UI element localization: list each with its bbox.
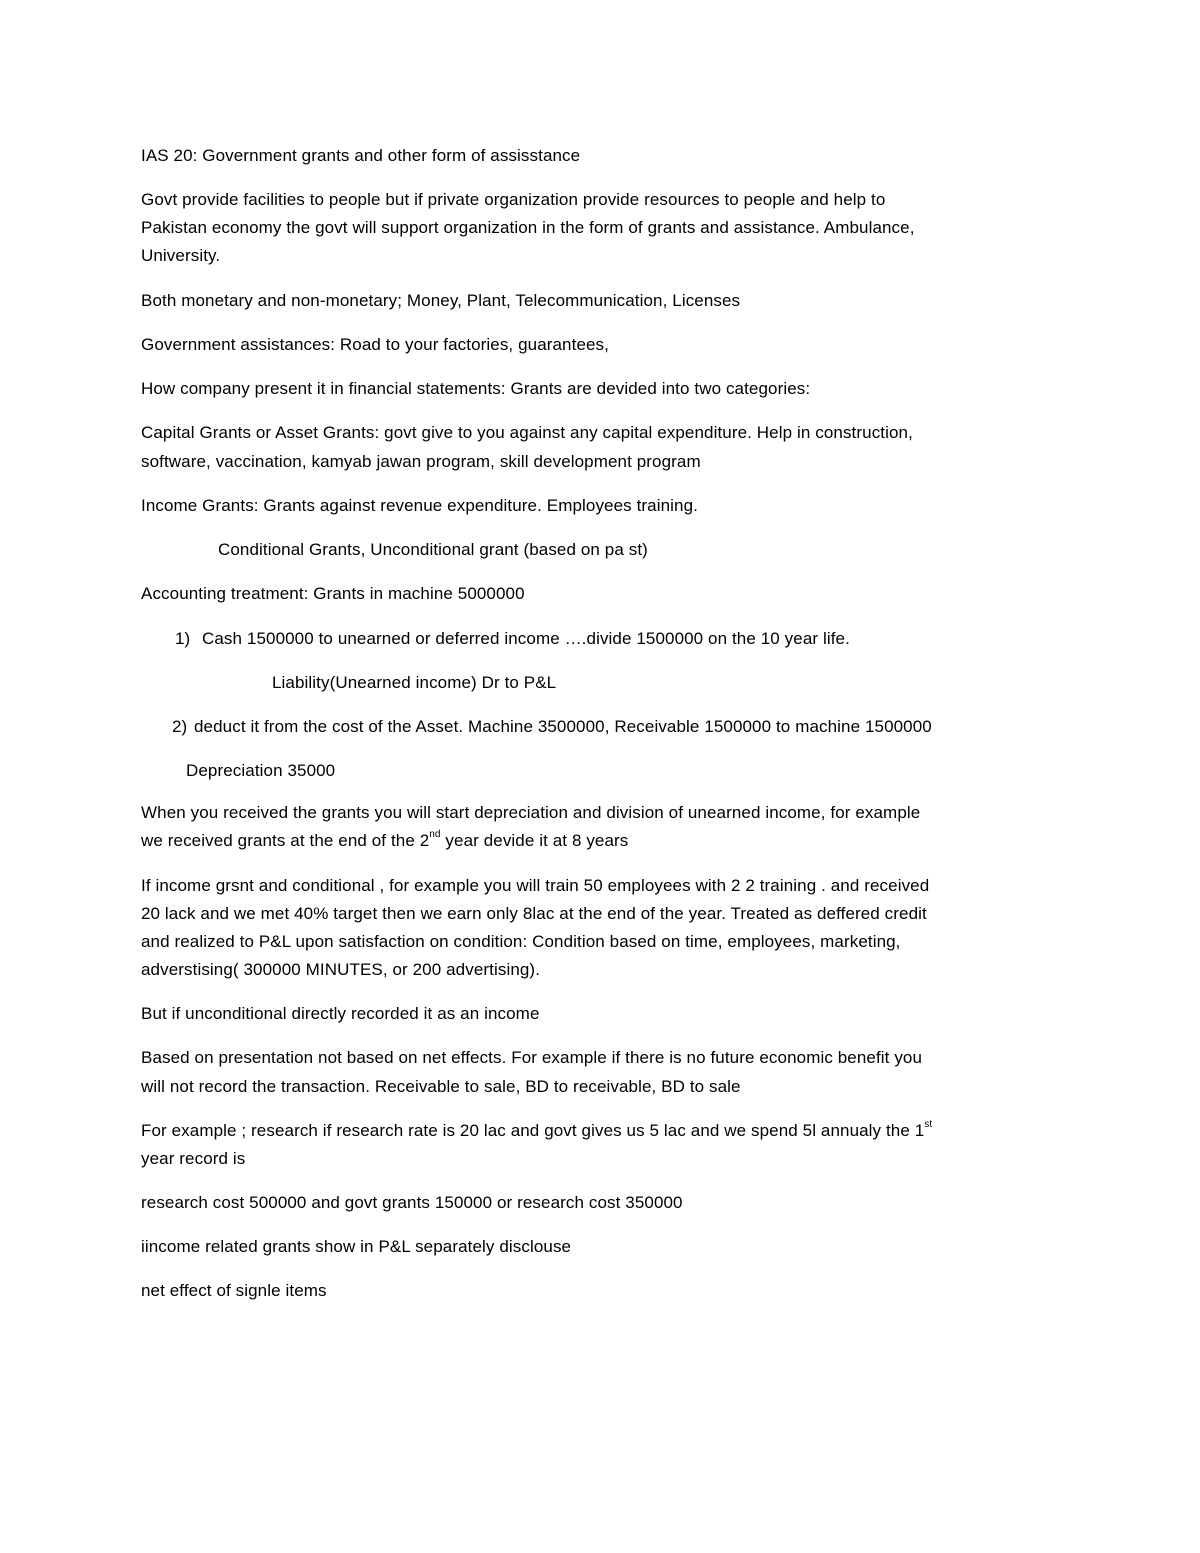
list-item-2-text: deduct it from the cost of the Asset. Machine 3500000, Receivable 1500000 to machine 1500000 bbox=[194, 717, 932, 736]
paragraph-based-line-1: Based on presentation not based on net effects. For example if there is no future economic benefit you bbox=[141, 1048, 923, 1067]
paragraph-example-line-1 bbox=[141, 1117, 932, 1145]
ordinal-suffix: st bbox=[924, 1119, 933, 1131]
paragraph-if-line-3: and realized to P&L upon satisfaction on condition: Condition based on time, employees, marketing, bbox=[141, 932, 901, 951]
paragraph-if-line-1: If income grsnt and conditional , for example you will train 50 employees with 2 2 training . and received bbox=[141, 876, 930, 895]
paragraph-monetary: Both monetary and non-monetary; Money, Plant, Telecommunication, Licenses bbox=[141, 291, 741, 310]
paragraph-if-line-2: 20 lack and we met 40% target then we earn only 8lac at the end of the year. Treated as deffered credit bbox=[141, 904, 927, 923]
paragraph-govt-line-2: Pakistan economy the govt will support organization in the form of grants and assistance. Ambulance, bbox=[141, 218, 915, 237]
list-item-1-text: Cash 1500000 to unearned or deferred income ….divide 1500000 on the 10 year life. bbox=[202, 629, 850, 648]
paragraph-if-line-4: adverstising( 300000 MINUTES, or 200 advertising). bbox=[141, 960, 541, 979]
paragraph-govt-line-1: Govt provide facilities to people but if private organization provide resources to people and help to bbox=[141, 190, 886, 209]
document-title: IAS 20: Government grants and other form of assisstance bbox=[141, 146, 581, 165]
paragraph-accounting: Accounting treatment: Grants in machine 5000000 bbox=[141, 584, 525, 603]
list-item-1-number: 1) bbox=[175, 629, 191, 648]
paragraph-capital-line-1: Capital Grants or Asset Grants: govt give to you against any capital expenditure. Help in construction, bbox=[141, 423, 913, 442]
paragraph-example-line-1-text: For example ; research if research rate is 20 lac and govt gives us 5 lac and we spend 5l annualy the 1 bbox=[141, 1121, 925, 1140]
paragraph-conditional: Conditional Grants, Unconditional grant (based on pa st) bbox=[218, 540, 648, 559]
paragraph-unconditional: But if unconditional directly recorded it as an income bbox=[141, 1004, 540, 1023]
paragraph-net-effect: net effect of signle items bbox=[141, 1281, 327, 1300]
paragraph-iincome: iincome related grants show in P&L separately disclouse bbox=[141, 1237, 572, 1256]
paragraph-when-line-2 bbox=[141, 827, 628, 855]
paragraph-example-line-2: year record is bbox=[141, 1149, 246, 1168]
list-item-2-number: 2) bbox=[172, 717, 188, 736]
paragraph-capital-line-2: software, vaccination, kamyab jawan program, skill development program bbox=[141, 452, 701, 471]
paragraph-research: research cost 500000 and govt grants 150000 or research cost 350000 bbox=[141, 1193, 683, 1212]
ordinal-suffix: nd bbox=[429, 829, 441, 841]
paragraph-when-line-2-text: we received grants at the end of the 2 bbox=[141, 831, 430, 850]
paragraph-assistances: Government assistances: Road to your factories, guarantees, bbox=[141, 335, 609, 354]
paragraph-income-grants: Income Grants: Grants against revenue expenditure. Employees training. bbox=[141, 496, 698, 515]
list-item-1-sub: Liability(Unearned income) Dr to P&L bbox=[272, 673, 557, 692]
paragraph-when-line-1: When you received the grants you will start depreciation and division of unearned income, for example bbox=[141, 803, 921, 822]
paragraph-when-line-2-rest: year devide it at 8 years bbox=[440, 831, 629, 850]
paragraph-based-line-2: will not record the transaction. Receivable to sale, BD to receivable, BD to sale bbox=[141, 1077, 741, 1096]
list-item-2-sub: Depreciation 35000 bbox=[186, 761, 336, 780]
paragraph-govt-line-3: University. bbox=[141, 246, 221, 265]
paragraph-presentation: How company present it in financial statements: Grants are devided into two categories: bbox=[141, 379, 811, 398]
